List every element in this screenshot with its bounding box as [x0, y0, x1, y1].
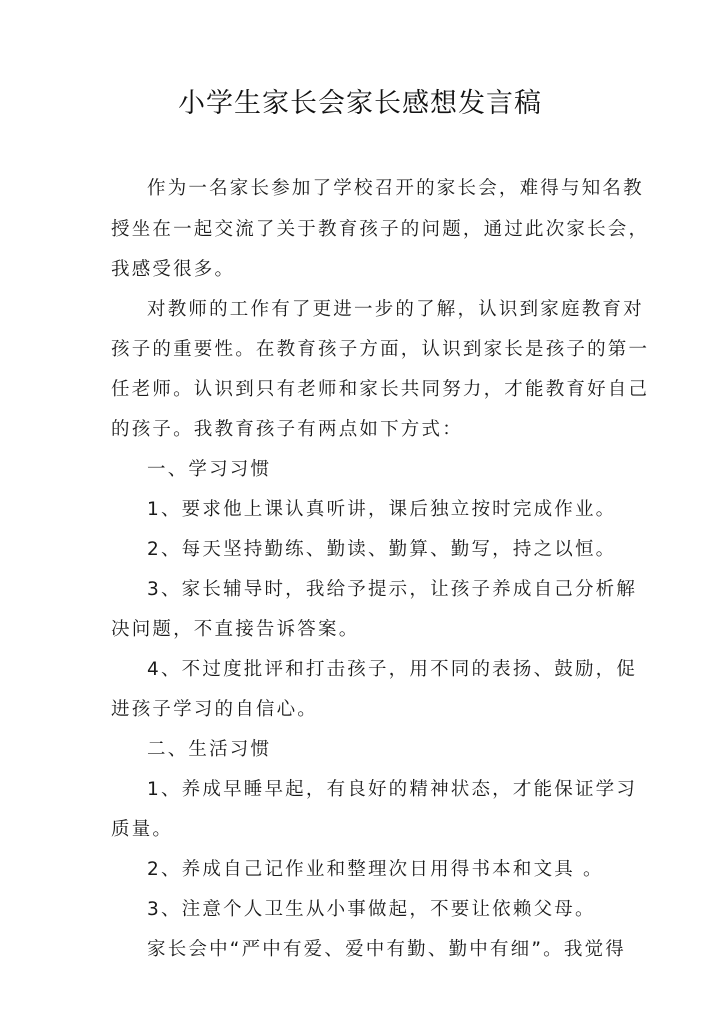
- paragraph-line: 1、要求他上课认真听讲，课后独立按时完成作业。: [147, 499, 617, 520]
- paragraph-line: 进孩子学习的自信心。: [111, 699, 319, 720]
- paragraph-line: 授坐在一起交流了关于教育孩子的问题，通过此次家长会，: [111, 219, 650, 240]
- paragraph-line: 决问题，不直接告诉答案。: [111, 619, 360, 640]
- paragraph-line: 二、生活习惯: [147, 739, 272, 760]
- paragraph-line: 质量。: [111, 819, 174, 840]
- paragraph-line: 作为一名家长参加了学校召开的家长会，难得与知名教: [147, 178, 644, 199]
- paragraph-line: 我感受很多。: [111, 259, 236, 280]
- paragraph-line: 一、学习习惯: [147, 459, 272, 480]
- paragraph-line: 孩子的重要性。在教育孩子方面，认识到家长是孩子的第一: [111, 339, 650, 360]
- paragraph-line: 3、注意个人卫生从小事做起，不要让依赖父母。: [147, 899, 596, 920]
- paragraph-line: 4、不过度批评和打击孩子，用不同的表扬、鼓励，促: [147, 659, 638, 680]
- paragraph-line: 2、每天坚持勤练、勤读、勤算、勤写，持之以恒。: [147, 539, 617, 560]
- paragraph-line: 的孩子。我教育孩子有两点如下方式：: [111, 419, 463, 440]
- paragraph-line: 对教师的工作有了更进一步的了解，认识到家庭教育对: [147, 299, 644, 320]
- paragraph-line: 家长会中“严中有爱、爱中有勤、勤中有细”。我觉得: [147, 939, 626, 960]
- paragraph-line: 任老师。认识到只有老师和家长共同努力，才能教育好自己: [111, 379, 650, 400]
- document-title: 小学生家长会家长感想发言稿: [178, 88, 542, 119]
- paragraph-line: 1、养成早睡早起，有良好的精神状态，才能保证学习: [147, 779, 638, 800]
- paragraph-line: 2、养成自己记作业和整理次日用得书本和文具 。: [147, 859, 604, 880]
- paragraph-line: 3、家长辅导时，我给予提示，让孩子养成自己分析解: [147, 579, 638, 600]
